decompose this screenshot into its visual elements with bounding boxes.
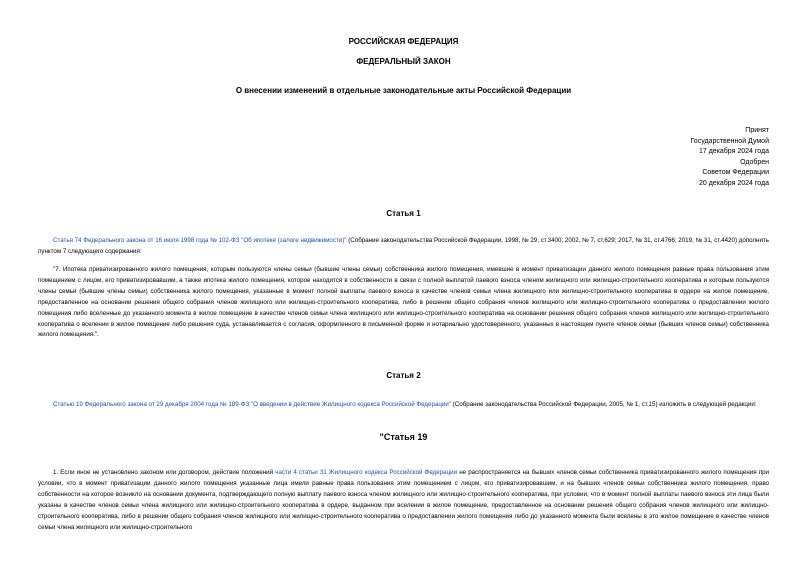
article-1-quote-text: "7. Ипотека приватизированного жилого помещения, которым пользуются члены семьи (бывшие члены семьи) собственника жилого помещения, имевшие в момент приватизации данного жилого помещения равные права пользования этим помещением с лицом, его приватизировавшим, а также ипотека жилого помещения, которое находится в собственности в связи с полной выплатой паевого взноса членом жилищного или жилищно-строительного кооператива и которым пользуются члены семьи (бывшие члены семьи) собственника жилого помещения, указанные в момент полной выплаты паевого взноса в качестве членов семьи члена жилищного или жилищно-строительного кооператива в ордере на жилое помещение, предоставленное на основании решения общего собрания членов жилищного или жилищно-строительного кооператива, либо в решении общего собрания членов жилищного или жилищно-строительного кооператива о предоставлении жилого помещения либо вселенные до указанного момента в жилое помещение в качестве членов семьи члена жилищного или жилищно-строительного кооператива на основании решения общего собрания членов жилищного или жилищно-строительного кооператива о вселении в жилое помещение либо решения суда, устанавливается с согласия, оформленного в письменной форме и нотариально удостоверенного, указанных в настоящем пункте членов семьи (бывших членов семьи) собственника жилого помещения.".	[38, 266, 769, 339]
adoption-line: Государственной Думой	[690, 137, 769, 145]
article-2-intro-text: (Собрание законодательства Российской Федерации, 2005, № 1, ст.15) изложить в следующей редакции:	[451, 401, 757, 408]
housing-code-article-31-link[interactable]: части 4 статьи 31 Жилищного кодекса Российской Федерации	[275, 469, 458, 476]
adoption-block	[569, 126, 769, 190]
article-19-p1-start: 1. Если иное не установлено законом или договором, действие положений	[53, 469, 276, 476]
approval-line: Советом Федерации	[702, 169, 769, 177]
article-19-title: "Статья 19	[379, 432, 428, 442]
adoption-line: Принят	[745, 127, 769, 134]
article-1-intro-text: (Собрание законодательства Российской Федерации, 1998, № 29, ст.3400; 2002, № 7, ст.629; 2017, № 31, ст.4766; 2019, № 31, ст.4420) дополнить пунктом 7 следующего содержания:	[38, 237, 769, 255]
approval-line: 20 декабря 2024 года	[698, 179, 769, 187]
law-type-heading: ФЕДЕРАЛЬНЫЙ ЗАКОН	[356, 57, 451, 66]
article-2-intro	[38, 400, 769, 411]
law-title: О внесении изменений в отдельные законодательные акты Российской Федерации	[235, 86, 572, 95]
article-1-intro	[38, 236, 769, 258]
article-19-p1-rest: не распространяется на бывших членов семьи собственника приватизированного жилого помещения при условии, что в момент приватизации данного жилого помещения указанные лица имели равные права пользования этим помещением с лицом, его приватизировавшим, и на бывших членов семьи собственника жилого помещения, право собственности на которое возникло на основании документа, подтверждающего полную выплату паевого взноса членом жилищного или жилищно-строительного кооператива, при условии, что в момент полной выплаты паевого взноса эти лица были указаны в качестве членов семьи члена жилищного или жилищно-строительного кооператива в ордере, выданном при вселении в жилое помещение, предоставленное на основании решения общего собрания членов жилищного или жилищно-строительного кооператива, либо в решении общего собрания членов жилищного или жилищно-строительного кооператива о предоставлении жилого помещения либо до указанного момента были вселены в это жилое помещение в качестве членов семьи члена жилищного или жилищно-строительного	[38, 469, 769, 531]
article-2-title: Статья 2	[386, 371, 421, 380]
law-189-fz-link[interactable]: Статью 19 Федерального закона от 29 декабря 2004 года № 189-ФЗ "О введении в действие Жилищного кодекса Российской Федерации"	[53, 401, 452, 408]
article-1-title: Статья 1	[386, 209, 421, 218]
approval-line: Одобрен	[740, 158, 769, 166]
article-19-paragraph-1	[38, 468, 769, 533]
article-1-quote	[38, 265, 769, 341]
adoption-line: 17 декабря 2024 года	[698, 148, 769, 156]
law-102-fz-link[interactable]: Статья 74 Федерального закона от 16 июля 1998 года № 102-ФЗ "Об ипотеке (залоге недвижимости)"	[53, 237, 347, 244]
country-heading: РОССИЙСКАЯ ФЕДЕРАЦИЯ	[348, 37, 459, 46]
